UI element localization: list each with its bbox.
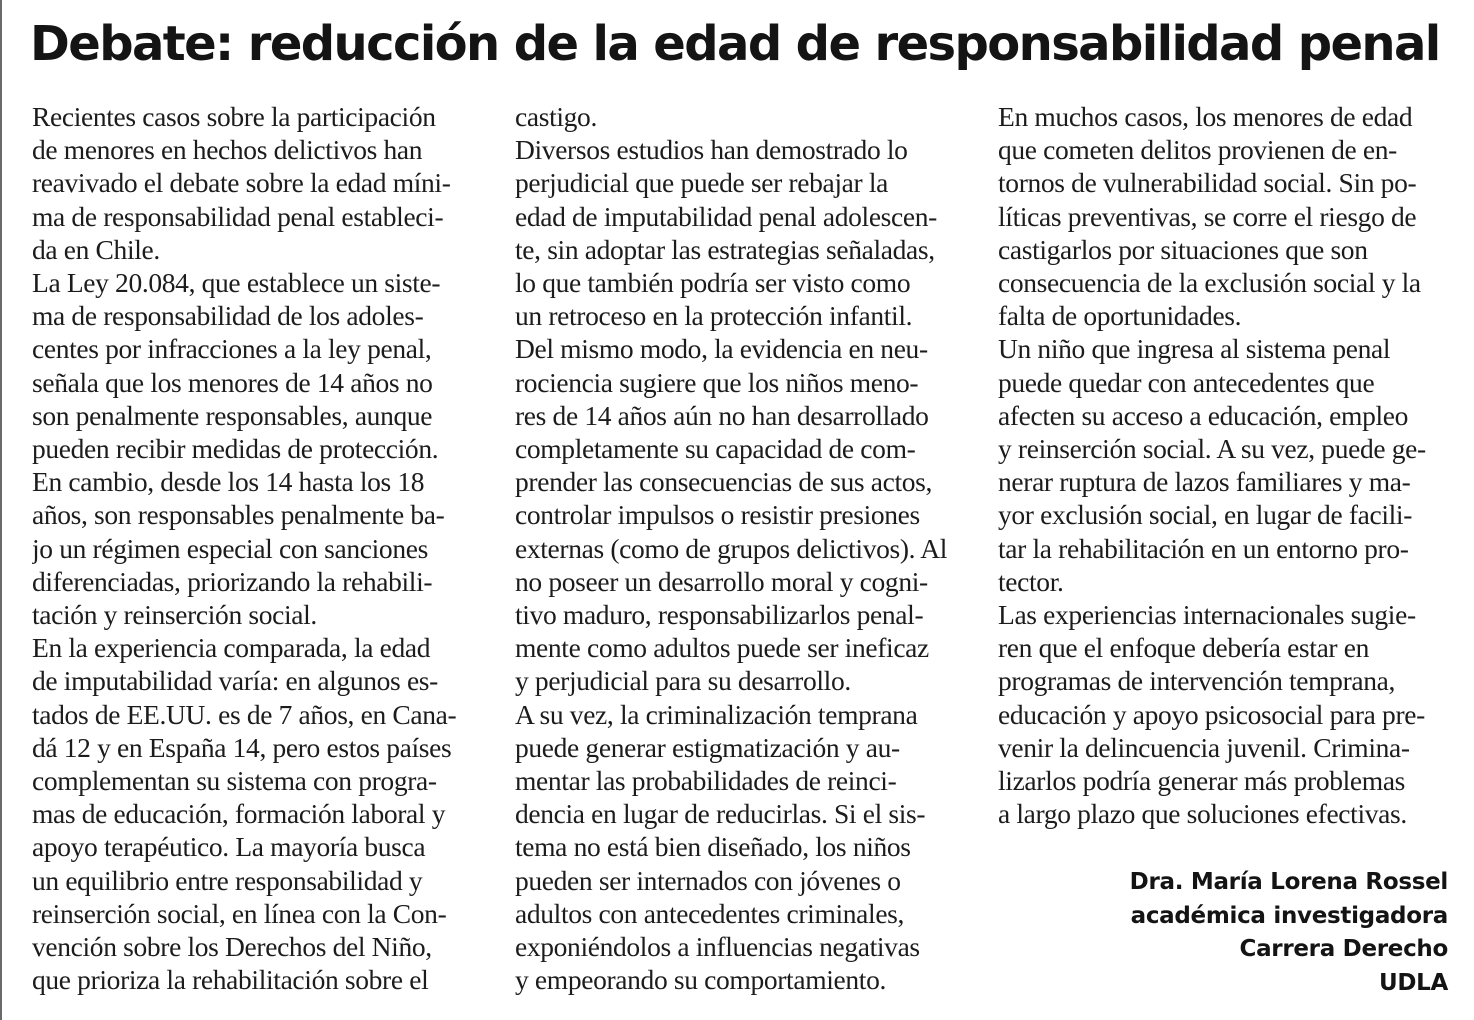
text-line: da en Chile. (32, 233, 160, 265)
text-line: prender las consecuencias de sus actos, (515, 466, 933, 498)
text-line: adultos con antecedentes criminales, (515, 897, 905, 929)
text-line: tivo maduro, responsabilizarlos penal- (515, 599, 924, 631)
text-line: son penalmente responsables, aunque (32, 399, 433, 431)
text-line: Las experiencias internacionales sugie- (998, 599, 1416, 631)
text-line: que prioriza la rehabilitación sobre el (32, 964, 429, 996)
text-line: líticas preventivas, se corre el riesgo de (998, 200, 1417, 232)
text-line: yor exclusión social, en lugar de facili- (998, 499, 1413, 531)
text-line: no poseer un desarrollo moral y cogni- (515, 565, 928, 597)
text-line: controlar impulsos o resistir presiones (515, 499, 920, 531)
column-2 (515, 100, 963, 996)
text-line: y empeorando su comportamiento. (515, 964, 886, 996)
text-line: de menores en hechos delictivos han (32, 134, 423, 166)
text-line: lo que también podría ser visto como (515, 267, 911, 299)
text-line: centes por infracciones a la ley penal, (32, 333, 432, 365)
text-line: exponiéndolos a influencias negativas (515, 931, 920, 963)
text-line: castigarlos por situaciones que son (998, 233, 1368, 265)
text-line: edad de imputabilidad penal adolescen- (515, 200, 937, 232)
text-line: mentar las probabilidades de reinci- (515, 765, 897, 797)
text-line: reavivado el debate sobre la edad míni- (32, 167, 451, 199)
text-line: jo un régimen especial con sanciones (32, 532, 428, 564)
text-line: dá 12 y en España 14, pero estos países (32, 731, 452, 763)
text-line: mas de educación, formación laboral y (32, 798, 446, 830)
text-line: tar la rehabilitación en un entorno pro- (998, 532, 1409, 564)
text-line: En la experiencia comparada, la edad (32, 632, 431, 664)
column-1 (32, 100, 476, 996)
text-line: Diversos estudios han demostrado lo (515, 134, 908, 166)
text-line: puede generar estigmatización y au- (515, 731, 900, 763)
text-line: castigo. (515, 101, 597, 132)
text-line: puede quedar con antecedentes que (998, 366, 1375, 398)
text-line: ma de responsabilidad penal estableci- (32, 200, 444, 232)
text-line: apoyo terapéutico. La mayoría busca (32, 831, 426, 863)
column-3 (998, 100, 1444, 830)
text-line: tector. (998, 565, 1064, 597)
text-line: vención sobre los Derechos del Niño, (32, 931, 432, 963)
headline: Debate: reducción de la edad de responsabilidad penal (30, 16, 1440, 72)
text-line: La Ley 20.084, que establece un siste- (32, 267, 441, 299)
text-line: Recientes casos sobre la participación (32, 101, 436, 132)
text-line: En muchos casos, los menores de edad (998, 101, 1413, 132)
text-line: En cambio, desde los 14 hasta los 18 (32, 466, 425, 498)
text-line: afecten su acceso a educación, empleo (998, 399, 1409, 431)
author-role: académica investigadora (1130, 902, 1448, 929)
text-line: res de 14 años aún no han desarrollado (515, 399, 929, 431)
text-line: nerar ruptura de lazos familiares y ma- (998, 466, 1411, 498)
text-line: reinserción social, en línea con la Con- (32, 897, 447, 929)
text-line: de imputabilidad varía: en algunos es- (32, 665, 438, 697)
text-line: tornos de vulnerabilidad social. Sin po- (998, 167, 1417, 199)
text-line: educación y apoyo psicosocial para pre- (998, 698, 1425, 730)
text-line: señala que los menores de 14 años no (32, 366, 433, 398)
text-line: diferenciadas, priorizando la rehabili- (32, 565, 433, 597)
text-line: un retroceso en la protección infantil. (515, 300, 913, 332)
text-line: complementan su sistema con progra- (32, 765, 437, 797)
text-line: dencia en lugar de reducirlas. Si el sis- (515, 798, 926, 830)
text-line: A su vez, la criminalización temprana (515, 698, 918, 730)
text-line: ma de responsabilidad de los adoles- (32, 300, 424, 332)
author-institution: UDLA (1378, 969, 1448, 996)
text-line: tema no está bien diseñado, los niños (515, 831, 911, 863)
text-line: ren que el enfoque debería estar en (998, 632, 1370, 664)
text-line: venir la delincuencia juvenil. Crimina- (998, 731, 1410, 763)
text-line: consecuencia de la exclusión social y la (998, 267, 1421, 299)
author-name: Dra. María Lorena Rossel (1129, 869, 1448, 895)
text-line: tación y reinserción social. (32, 599, 317, 631)
text-line: y perjudicial para su desarrollo. (515, 665, 851, 697)
author-program: Carrera Derecho (1239, 936, 1448, 962)
text-line: pueden recibir medidas de protección. (32, 433, 439, 465)
author-byline (1042, 866, 1448, 1000)
text-line: un equilibrio entre responsabilidad y (32, 864, 423, 896)
text-line: te, sin adoptar las estrategias señaladas, (515, 233, 935, 265)
text-line: rociencia sugiere que los niños meno- (515, 366, 919, 398)
text-line: completamente su capacidad de com- (515, 433, 916, 465)
text-line: Un niño que ingresa al sistema penal (998, 333, 1391, 365)
text-line: falta de oportunidades. (998, 300, 1242, 332)
text-line: y reinserción social. A su vez, puede ge- (998, 433, 1426, 465)
text-line: mente como adultos puede ser ineficaz (515, 632, 929, 664)
text-line: pueden ser internados con jóvenes o (515, 864, 901, 896)
text-line: programas de intervención temprana, (998, 665, 1396, 697)
text-line: externas (como de grupos delictivos). Al (515, 532, 948, 564)
text-line: a largo plazo que soluciones efectivas. (998, 798, 1407, 830)
text-line: tados de EE.UU. es de 7 años, en Cana- (32, 698, 457, 730)
text-line: perjudicial que puede ser rebajar la (515, 167, 888, 199)
text-line: Del mismo modo, la evidencia en neu- (515, 333, 928, 365)
text-line: años, son responsables penalmente ba- (32, 499, 445, 531)
text-line: que cometen delitos provienen de en- (998, 134, 1397, 166)
text-line: lizarlos podría generar más problemas (998, 765, 1406, 797)
